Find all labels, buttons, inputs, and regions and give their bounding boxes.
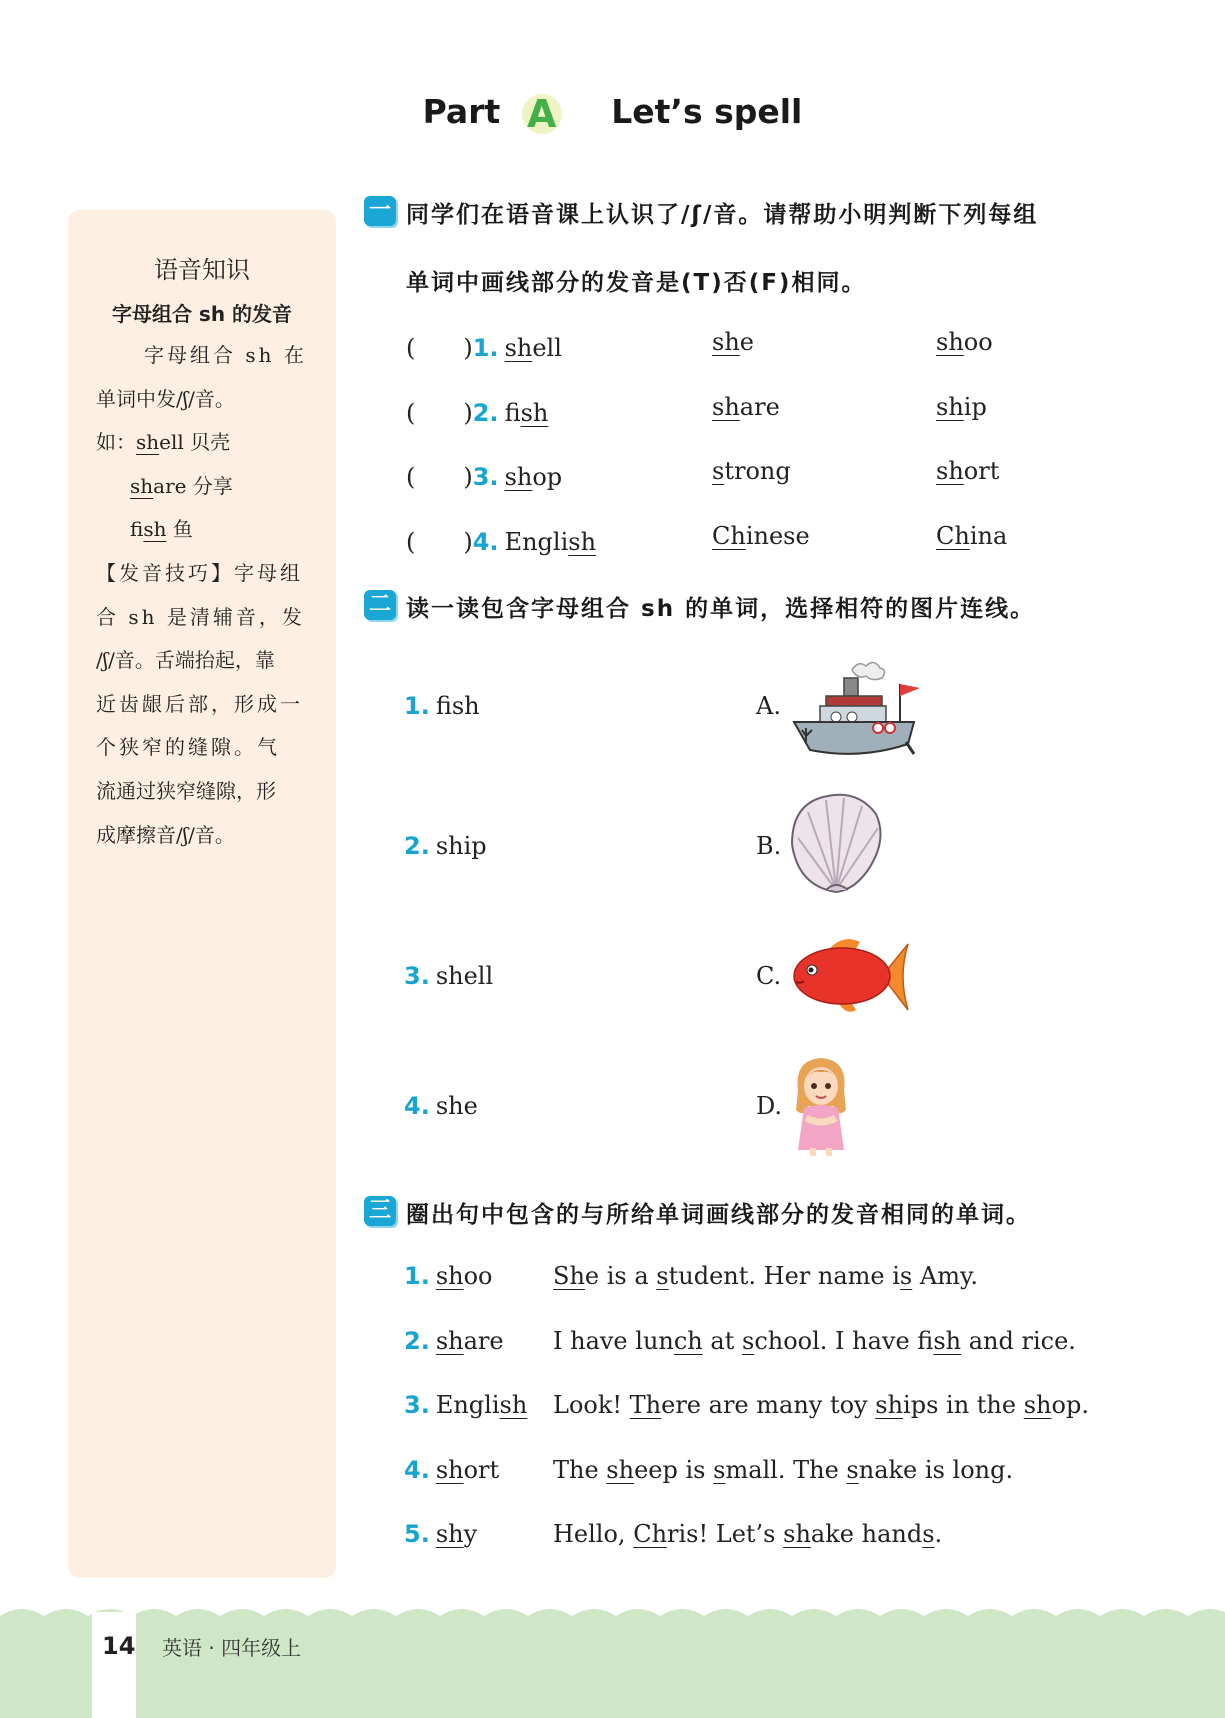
underlined-letters: Ch	[712, 522, 746, 550]
section-1-instruction: 同学们在语音课上认识了/ʃ/音。请帮助小明判断下列每组	[406, 202, 1039, 228]
answer-paren: ( )	[406, 399, 473, 427]
shell-picture[interactable]	[788, 792, 886, 896]
word-part: at	[702, 1327, 742, 1355]
sentence-segment	[742, 1327, 933, 1355]
underlined-letters: sh	[568, 528, 597, 556]
match-word[interactable]	[404, 1092, 478, 1120]
sentence-segment	[933, 1327, 1076, 1355]
question-number: 2.	[404, 832, 430, 860]
match-word-text: ship	[435, 832, 487, 860]
given-word	[404, 1391, 527, 1419]
picture-letter: B.	[756, 832, 782, 860]
given-word	[404, 1520, 477, 1548]
section-3-badge: 三	[364, 1196, 396, 1226]
word-part: ips in the	[903, 1391, 1024, 1419]
word-part: trong	[724, 457, 791, 485]
underlined-letters: sh	[1023, 1391, 1052, 1419]
underlined-letters: sh	[520, 399, 549, 427]
answer-blank[interactable]	[406, 457, 562, 492]
word-3	[936, 393, 987, 421]
underlined-letters: sh	[435, 1456, 464, 1484]
word-part: are	[463, 1327, 504, 1355]
word-1	[505, 334, 562, 362]
given-word-text	[436, 1327, 504, 1355]
question-number: 3.	[472, 463, 499, 491]
sentence	[553, 1327, 1076, 1355]
word-part: Engli	[504, 528, 569, 556]
question-number: 3.	[404, 1391, 430, 1419]
ship-picture[interactable]	[790, 656, 930, 762]
answer-paren: ( )	[406, 528, 473, 556]
girl-picture[interactable]	[790, 1054, 852, 1158]
match-word[interactable]	[404, 692, 480, 720]
match-word[interactable]	[404, 832, 487, 860]
sentence-segment	[656, 1262, 900, 1290]
question-number: 1.	[404, 1262, 430, 1290]
word-part: ort	[463, 1456, 500, 1484]
word-2	[712, 328, 754, 356]
word-part: and rice.	[961, 1327, 1076, 1355]
underlined-letters: sh	[143, 517, 167, 542]
word-part: fi	[504, 399, 521, 427]
underlined-letters: Ch	[936, 522, 970, 550]
word-part: Look!	[553, 1391, 630, 1419]
underlined-letters: sh	[136, 430, 160, 455]
question-number: 3.	[404, 962, 430, 990]
sentence-segment	[875, 1391, 1023, 1419]
sentence-segment	[553, 1327, 742, 1355]
question-number: 2.	[472, 399, 499, 427]
underlined-letters: sh	[712, 328, 740, 356]
sentence	[553, 1391, 1089, 1419]
example-prefix: 如：	[96, 430, 136, 455]
sidebar-title: 语音知识	[154, 256, 250, 284]
sentence-segment	[900, 1262, 978, 1290]
underlined-letters: sh	[936, 328, 964, 356]
word-part: chool. I have fi	[754, 1327, 934, 1355]
sidebar-subtitle: 字母组合 sh 的发音	[111, 302, 293, 326]
section-2-instruction: 读一读包含字母组合 sh 的单词，选择相符的图片连线。	[406, 596, 1036, 622]
section-1-instruction-line2: 单词中画线部分的发音是(T)否(F)相同。	[406, 270, 867, 296]
title-part-letter: A	[522, 94, 562, 134]
word-part: ere are many toy	[661, 1391, 876, 1419]
question-number: 1.	[472, 334, 499, 362]
question-number: 4.	[472, 528, 499, 556]
underlined-letters: ch	[673, 1327, 703, 1355]
given-word-text	[436, 1391, 527, 1419]
word-part: ort	[963, 457, 1000, 485]
question-number: 4.	[404, 1456, 430, 1484]
word-part: Hello,	[553, 1520, 634, 1548]
example-rest: 鱼	[166, 517, 193, 542]
given-word-text	[436, 1456, 499, 1484]
underlined-letters: s	[741, 1327, 755, 1355]
underlined-letters: sh	[936, 393, 964, 421]
sentence-segment	[846, 1456, 1013, 1484]
word-part: eep is	[634, 1456, 714, 1484]
picture-letter: D.	[756, 1092, 783, 1120]
sidebar-tip-line: 流通过狭窄缝隙，形	[96, 778, 276, 803]
sidebar-tip-line: 个狭窄的缝隙。气	[96, 735, 280, 760]
word-part: Amy.	[912, 1262, 978, 1290]
underlined-letters: sh	[606, 1456, 635, 1484]
word-part: op	[532, 463, 563, 491]
question-number: 5.	[404, 1520, 430, 1548]
underlined-letters: sh	[933, 1327, 962, 1355]
sidebar-example	[96, 465, 320, 509]
word-part: mall. The	[725, 1456, 847, 1484]
question-number: 2.	[404, 1327, 430, 1355]
sidebar-tip-line: /ʃ/音。舌端抬起，靠	[96, 648, 275, 673]
word-part: oo	[463, 1262, 493, 1290]
sidebar-example	[96, 421, 320, 465]
given-word-text	[436, 1520, 477, 1548]
word-part: ris! Let’s	[667, 1520, 784, 1548]
page-number: 14	[102, 1632, 136, 1660]
underlined-letters: sh	[783, 1520, 811, 1548]
given-word	[404, 1262, 493, 1290]
word-1	[505, 528, 596, 556]
page-number-box	[92, 1612, 136, 1718]
footer-band	[0, 1608, 1225, 1718]
underlined-letters: s	[899, 1262, 913, 1290]
sentence-segment	[1024, 1391, 1089, 1419]
word-part: e	[739, 328, 754, 356]
sentence	[553, 1520, 942, 1548]
given-word	[404, 1327, 504, 1355]
word-1	[505, 399, 549, 427]
section-3-instruction: 圈出句中包含的与所给单词画线部分的发音相同的单词。	[406, 1202, 1031, 1228]
footer-book-title: 英语 · 四年级上	[162, 1636, 302, 1660]
underlined-letters: s	[846, 1456, 859, 1484]
sentence-segment	[553, 1262, 656, 1290]
word-part: nake is long.	[858, 1456, 1014, 1484]
word-part: The	[553, 1456, 607, 1484]
underlined-letters: sh	[435, 1520, 464, 1548]
word-part: op.	[1051, 1391, 1089, 1419]
word-2	[712, 393, 780, 421]
word-part: ake hand	[810, 1520, 923, 1548]
sentence-segment	[553, 1520, 783, 1548]
picture-letter: A.	[756, 692, 781, 720]
sentence-segment	[553, 1391, 875, 1419]
sidebar-line: 单词中发/ʃ/音。	[96, 386, 235, 411]
underlined-letters: sh	[499, 1391, 528, 1419]
sentence-segment	[922, 1520, 942, 1548]
sentence	[553, 1456, 1013, 1484]
word-part: oo	[963, 328, 993, 356]
word-part: Engli	[435, 1391, 500, 1419]
given-word	[404, 1456, 499, 1484]
answer-paren: ( )	[406, 463, 473, 491]
sidebar-tip-line: 【发音技巧】字母组	[96, 560, 303, 585]
word-3	[936, 328, 993, 356]
title-lets-spell: Let’s spell	[611, 92, 803, 131]
underlined-letters: s	[656, 1262, 669, 1290]
sidebar-line: 字母组合 sh 在	[144, 343, 307, 367]
sidebar-tip-line: 合 sh 是清辅音，发	[96, 604, 305, 629]
sentence-segment	[553, 1456, 713, 1484]
sentence-segment	[783, 1520, 922, 1548]
sidebar-example	[96, 508, 320, 552]
underlined-letters: Th	[629, 1391, 662, 1419]
word-3	[936, 457, 999, 485]
underlined-letters: s	[712, 457, 725, 485]
sidebar-tip-line: 成摩擦音/ʃ/音。	[96, 822, 235, 847]
underlined-letters: sh	[875, 1391, 904, 1419]
sidebar-body	[96, 334, 320, 857]
underlined-letters: sh	[712, 393, 740, 421]
match-word-text: fish	[435, 692, 480, 720]
section-1-badge: 一	[364, 196, 396, 226]
question-number: 1.	[404, 692, 430, 720]
word-part: e is a	[584, 1262, 657, 1290]
word-part: are	[739, 393, 780, 421]
underlined-letters: sh	[435, 1262, 464, 1290]
word-3	[936, 522, 1007, 550]
word-2	[712, 522, 810, 550]
underlined-letters: sh	[936, 457, 964, 485]
match-word[interactable]	[404, 962, 493, 990]
fish-picture[interactable]	[790, 934, 912, 1018]
word-part: I have lun	[553, 1327, 674, 1355]
page-title	[0, 92, 1225, 134]
answer-blank[interactable]	[406, 328, 562, 363]
title-part: Part	[422, 92, 501, 131]
question-number: 4.	[404, 1092, 430, 1120]
word-part: inese	[745, 522, 810, 550]
sentence	[553, 1262, 978, 1290]
word-2	[712, 457, 791, 485]
word-part: .	[934, 1520, 943, 1548]
underlined-letters: sh	[504, 334, 533, 362]
answer-paren: ( )	[406, 334, 473, 362]
word-part: ina	[969, 522, 1008, 550]
word-part: ip	[963, 393, 987, 421]
underlined-letters: sh	[504, 463, 533, 491]
underlined-letters: sh	[130, 473, 154, 498]
word-1	[505, 463, 563, 491]
sentence-segment	[713, 1456, 846, 1484]
underlined-letters: Ch	[633, 1520, 668, 1548]
example-pre: fi	[130, 517, 144, 542]
underlined-letters: Sh	[553, 1262, 585, 1290]
underlined-letters: s	[713, 1456, 726, 1484]
sidebar-tip-line: 近齿龈后部，形成一	[96, 691, 303, 716]
word-part: y	[463, 1520, 478, 1548]
match-word-text: shell	[435, 962, 494, 990]
given-word-text	[436, 1262, 493, 1290]
section-2-badge: 二	[364, 590, 396, 620]
picture-letter: C.	[756, 962, 782, 990]
example-rest: ell 贝壳	[159, 430, 231, 455]
answer-blank[interactable]	[406, 393, 548, 428]
match-word-text: she	[435, 1092, 478, 1120]
example-rest: are 分享	[153, 473, 233, 498]
word-part: ell	[532, 334, 562, 362]
underlined-letters: sh	[435, 1327, 464, 1355]
answer-blank[interactable]	[406, 522, 596, 557]
word-part: tudent. Her name i	[668, 1262, 900, 1290]
phonics-knowledge-sidebar	[68, 210, 336, 1578]
underlined-letters: s	[922, 1520, 935, 1548]
